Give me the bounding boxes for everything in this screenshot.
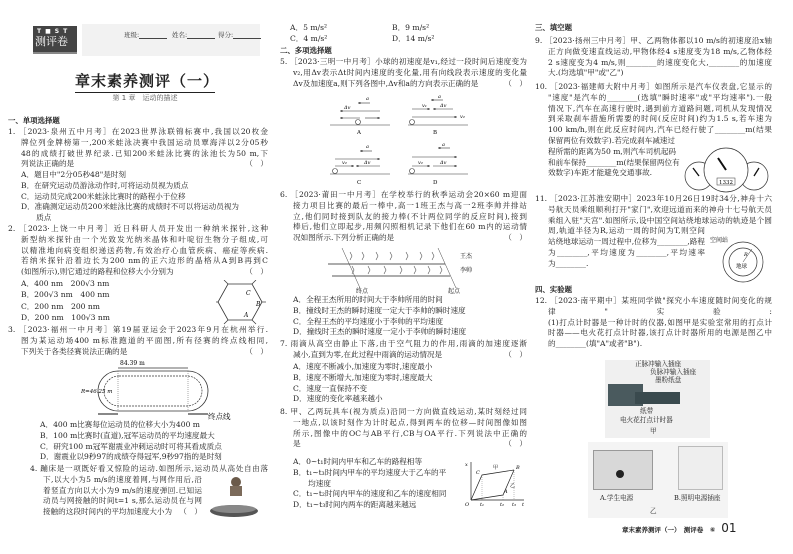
point-c-label: C (246, 290, 251, 297)
text-line: 正方向做变速直线运动,甲物体经4 s速度变为18 m/s,乙物体经 (548, 46, 772, 56)
text-line: 动员与网接触的时间t=1 s,那么运动员在与网 (43, 496, 202, 506)
text-line: 到采取刹车措施所需要的时间(反应时间)约为1.5 s,若车速为 (548, 114, 772, 124)
option-line[interactable]: 均速度 (293, 478, 331, 488)
text-line: "速度"是汽车的________(选填"瞬时速率"或"平均速率").一般 (548, 92, 772, 102)
point-b-label: B (256, 301, 261, 308)
option-line[interactable]: C．研究100 m冠军谢震业冲刺运动时可将其看成质点 (40, 441, 222, 451)
positive-socket-label: 正脉冲输入插座 (635, 360, 682, 368)
runner-marks (350, 252, 442, 274)
text-line: 时器——电火花打点计时器,该打点计时器所用的电源是图乙中 (548, 328, 772, 338)
text-line: 和前车保持________m(结果保留两位有 (548, 157, 680, 167)
v2-label: v₂ (460, 114, 465, 120)
question-4-option-b[interactable]: B．9 m/s² (392, 23, 430, 32)
answer-bracket[interactable]: （ ） (245, 267, 268, 277)
start-label: 起点 (448, 288, 461, 294)
answer-bracket[interactable]: （ ） (504, 78, 527, 88)
text-line: 站绕地球运动一周过程中,位移为________,路程 (548, 237, 705, 247)
x-axis-label: x (465, 462, 468, 468)
dv-label: Δv (440, 160, 447, 166)
option-line[interactable]: B．速度不断增大,加速度为零时,速度最大 (293, 372, 433, 382)
question-1 (8, 127, 268, 170)
option-line[interactable]: D．撞线时王杰的瞬时速度一定小于李帅的瞬时速度 (293, 327, 467, 337)
option-line[interactable]: B．在研究运动员游泳动作时,可将运动员视为质点 (21, 180, 189, 190)
question-7-options[interactable] (293, 362, 523, 405)
option-line[interactable]: D．200 nm 100√3 nm (21, 313, 110, 323)
dv-label: Δv (364, 160, 371, 166)
student-power-label: A.学生电源 (600, 494, 634, 502)
space-station-orbit-figure (710, 236, 770, 284)
car-dashboard-figure (684, 146, 769, 194)
text-line: 列说法正确的是 （ ） (21, 159, 268, 169)
option-line[interactable]: A．题目中"2分05秒48"是时刻 (21, 170, 126, 179)
option-line[interactable]: D．t₁~t₃时间内两车的距离越来越远 (293, 500, 417, 510)
position-time-graph (464, 460, 527, 506)
v2-label: v₂ (418, 160, 423, 166)
text-line: 保留两位有效数字).若完成刹车减速过 (548, 135, 675, 145)
text-line: 号航天员乘组顺利打开"家门",欢迎远道而来的神舟十七号航天员 (548, 204, 772, 214)
question-4-option-a[interactable]: A．5 m/s² (290, 23, 328, 32)
figure-b-label: B (433, 130, 438, 136)
hexagon-figure (216, 280, 266, 325)
text-line: 下列关于各类径赛说法正确的是 （ ） (21, 346, 268, 356)
name-label: 姓名: (172, 31, 188, 39)
page-number: 01 (721, 521, 737, 535)
text-line: 图为某运动场400 m标准跑道的平面图,所有径赛的终点线相同, (21, 335, 268, 345)
figure-c-label: C (357, 180, 362, 186)
paper-tape-label: 纸带 (640, 407, 654, 415)
figure-d-label: D (433, 180, 438, 186)
text-line: 棒后,他们立即起步,用频闪照相机记录下他们在60 m内的运动情 (293, 222, 527, 232)
option-line[interactable]: 质点 (21, 213, 52, 223)
option-line[interactable]: C．t₁~t₂时间内甲车的速度和乙车的速度相同 (293, 489, 447, 499)
text-line: 为________,平均速度为________,平均速率 (548, 247, 705, 257)
odometer-reading: 1332 (719, 180, 733, 186)
option-line[interactable]: B．100 m比赛时(直道),冠军运动员的平均速度最大 (40, 430, 215, 440)
running-track-figure (78, 358, 238, 420)
text-line: v₂,用Δv表示Δt时间内速度的变化量,用有向线段表示速度的变化量 (293, 67, 527, 77)
question-4-option-c[interactable]: C．4 m/s² (290, 34, 328, 43)
option-line[interactable]: D．速度的变化率越来越小 (293, 394, 383, 404)
text-line: 新型纳米探针由一个光致发光纳米晶体和叶啶衍生物分子组成,可 (21, 234, 268, 244)
text-line: 牌位列金牌榜第一,200米蛙泳决赛中我国运动员覃海洋以2分05秒 (21, 137, 268, 147)
t3-label: t₃ (512, 502, 517, 506)
text-line: 8. 甲、乙两玩具车(视为质点)沿同一方向做直线运动,某时刻经过同 (280, 407, 527, 416)
text-line: 接触的这段时间内的平均加速度大小为 （ ） (43, 507, 202, 517)
text-line: 效数字)车距才能避免交通事故. (548, 168, 653, 178)
accel-label: a (366, 96, 369, 102)
option-line[interactable]: C．速度一直保持不变 (293, 383, 368, 393)
question-2-options[interactable] (21, 278, 181, 324)
text-line: 程所需的距离为50 m,则汽车司机起码 (548, 146, 677, 156)
text-line: 着竖直方向以大小为9 m/s的速度弹回.已知运 (43, 485, 202, 495)
t1-label: t₁ (480, 502, 485, 506)
finish-label: 终点 (356, 288, 369, 294)
text-line: 以精准地向病变组织递送药物,有效治疗心血管疾病、癌症等疾病. (21, 245, 268, 255)
accel-label: a (438, 94, 441, 100)
option-line[interactable]: B．撞线时王杰的瞬时速度一定大于李帅的瞬时速度 (293, 305, 466, 315)
t-axis-label: t (522, 502, 525, 506)
text-line: 况如图所示.下列分析正确的是 （ ） (293, 233, 527, 243)
figure-yi-label: 乙 (650, 507, 657, 515)
track-length-label: 84.39 m (120, 360, 145, 367)
option-line[interactable]: B．t₁~t₃时间内甲车的平均速度大于乙车的平 (293, 467, 447, 477)
option-line[interactable]: D．准确测定运动员200米蛙泳比赛的成绩时不可以将运动员视为 (21, 202, 240, 212)
text-line: 情况下,汽车在高速行驶时,遇到前方道路问题,司机从发现情况 (548, 103, 772, 113)
negative-socket-label: 负脉冲输入插座 (650, 368, 697, 376)
lishuai-label: 李帅 (460, 267, 473, 274)
text-line: (如图所示),则它通过的路程和位移大小分别为 （ ） (21, 267, 268, 277)
question-3 (8, 325, 268, 357)
text-line: 12. ［2023·南平期中］某班同学做"探究小车速度随时间变化的规 (535, 296, 772, 305)
class-field[interactable] (124, 30, 167, 39)
point-a-label: A (244, 312, 249, 319)
radius-label: R (744, 252, 748, 258)
text-line: 立,他们同时接到队友的接力棒(不计两位同学的反应时间),接到 (293, 211, 527, 221)
origin-label: O (465, 502, 470, 506)
question-4-option-d[interactable]: D．14 m/s² (392, 34, 435, 43)
trampoline-image (208, 474, 260, 520)
option-line[interactable]: B．200√3 nm 400 nm (21, 290, 110, 300)
text-line: 3. ［2023·福州一中月考］第19届亚运会于2023年9月在杭州举行. (8, 325, 268, 334)
logo-top-text: T■ST (37, 28, 72, 35)
velocity-vector-diagrams (330, 92, 505, 187)
answer-bracket[interactable]: （ ） (179, 507, 202, 517)
score-label: 得分: (218, 31, 234, 39)
text-line: (1)打点计时器是一种计时的仪器,如图甲是实验室常用的打点计 (548, 317, 772, 327)
text-line: 是 （ ） (293, 439, 527, 449)
section-fill-blank: 三、填空题 (535, 23, 572, 32)
text-line: 48的成绩打破世界纪录.已知200米蛙泳比赛的泳池长为50 m,下 (21, 148, 268, 158)
power-sources-photo (588, 442, 728, 518)
text-line: 100 km/h,则在此反应时间内,汽车已经行驶了________m(结果 (548, 125, 772, 135)
text-line: 为________. (548, 258, 589, 268)
page-title: 章末素养测评（一） (75, 70, 215, 93)
finish-line-label: 终点线 (208, 412, 231, 420)
v1-label: v₁ (422, 103, 427, 109)
footer-text: 章末素养测评（一） 测评卷 ⑥ (622, 526, 716, 534)
text-line: 1. ［2023·泉州五中月考］在2023世界泳联锦标赛中,我国以20枚金 (8, 127, 268, 136)
option-line[interactable]: C．全程王杰的平均速度小于李帅的平均速度 (293, 316, 444, 326)
text-line: 大.(均选填"甲"或"乙") (548, 68, 624, 78)
text-line: 4. 蹦床是一项既好看又惊险的运动.如图所示,运动员从高处自由落 (30, 464, 268, 473)
text-line: 5. ［2023·三明一中月考］小球的初速度是v₁,经过一段时间后速度变为 (280, 57, 527, 66)
question-6-options[interactable] (293, 295, 523, 338)
spark-timer-label: 电火花打点计时器 (620, 416, 673, 424)
question-1-options[interactable] (21, 170, 268, 224)
option-line[interactable]: A．速度不断减小,加速度为零时,速度最小 (293, 362, 433, 371)
name-field[interactable] (172, 30, 215, 39)
radius-label: R=46.25 m (81, 389, 113, 395)
car-jia-label: 甲 (493, 465, 499, 471)
text-line: 7. 雨滴从高空由静止下落,由于空气阻力的作用,雨滴的加速度逐渐 (280, 339, 527, 348)
header-bar (82, 24, 260, 56)
text-line: 减小,直到为零,在此过程中雨滴的运动情况是 （ ） (293, 349, 527, 359)
question-8-options[interactable] (293, 457, 458, 511)
question-5 (280, 57, 527, 89)
point-b-label: B (516, 465, 520, 471)
text-line: 的________(填"A"或者"B"). (548, 339, 643, 349)
option-line[interactable]: D．谢震业以9秒97的成绩夺得冠军,9秒97指的是时刻 (40, 452, 222, 462)
earth-label: 地球 (736, 264, 748, 270)
text-line: 一地点,以该时刻作为计时起点,得到两车的位移—时间图像如图 (293, 417, 527, 427)
accel-label: a (442, 142, 445, 148)
figure-jia-label: 甲 (650, 427, 657, 435)
text-line: 周,轨道半径为R,运动一周的时间为T,则空间 (548, 226, 705, 236)
dv-label: Δv (344, 105, 351, 111)
logo-bottom-text: 测评卷 (35, 35, 68, 48)
answer-bracket[interactable]: （ ） (504, 349, 527, 359)
text-line: 11. ［2023·江苏淮安期中］2023年10月26日19时34分,神舟十六 (535, 194, 772, 203)
text-line: 乘组入驻"天宫".如图所示,设中国空间站绕地球运动的轨迹是个圆 (548, 215, 772, 225)
t2-label: t₂ (500, 502, 505, 506)
answer-bracket[interactable]: （ ） (245, 159, 268, 169)
answer-bracket[interactable]: （ ） (504, 439, 527, 449)
ink-disc-label: 墨粉纸盘 (655, 376, 682, 384)
text-line: 接力项目比赛的最后一棒中,高一1班王杰与高一2班李帅并排站 (293, 200, 527, 210)
question-12 (535, 296, 772, 350)
section-experiment: 四、实验题 (535, 285, 572, 294)
text-line: 律"实验: (548, 306, 772, 316)
section-multiple-choice: 二、多项选择题 (280, 46, 332, 55)
text-line: 若纳米探针沿着边长为200 nm的正六边形的晶格从A到B再到C (21, 256, 268, 266)
text-line: 6. ［2023·莆田一中月考］在学校举行的秋季运动会20×60 m迎面 (280, 190, 527, 199)
test-logo (33, 26, 77, 54)
question-8 (280, 407, 527, 450)
page-footer (622, 521, 737, 535)
figure-a-label: A (357, 130, 361, 136)
v2-label: v₂ (342, 160, 347, 166)
question-3-options[interactable] (40, 420, 268, 463)
dv-label: Δv (440, 103, 447, 109)
text-line: 9. ［2023·扬州三中月考］甲、乙两物体都以10 m/s的初速度沿x轴 (535, 36, 772, 45)
text-line: 下,以大小为5 m/s的速度着网,与网作用后,沿 (43, 474, 202, 484)
accel-label: a (366, 144, 369, 150)
point-a-label: A (504, 489, 508, 495)
point-c-label: C (476, 470, 480, 476)
question-2 (8, 224, 268, 278)
relay-race-figure (320, 246, 485, 294)
wangjie-label: 王杰 (460, 253, 473, 260)
text-line: 2. ［2023·上饶一中月考］近日科研人员开发出一种纳米探针,这种 (8, 224, 268, 233)
option-line[interactable]: A．400 nm 200√3 nm (21, 279, 110, 288)
option-line[interactable]: C．200 nm 200 nm (21, 301, 100, 311)
text-line: 2 s速度变为4 m/s,则________的速度变化大,________的加速度 (548, 57, 772, 67)
question-9 (535, 36, 772, 79)
spark-timer-photo (605, 360, 710, 438)
answer-bracket[interactable]: （ ） (245, 346, 268, 356)
question-6 (280, 190, 527, 244)
text-line: 10. ［2023·福建师大附中月考］如图所示是汽车仪表盘,它显示的 (535, 82, 772, 91)
space-station-label: 空间站 (710, 237, 729, 244)
option-line[interactable]: A．400 m比赛每位运动员的位移大小为400 m (40, 420, 201, 429)
question-7 (280, 339, 527, 361)
answer-bracket[interactable]: （ ） (504, 233, 527, 243)
socket-label: B.照明电源插座 (674, 494, 721, 502)
score-field[interactable] (218, 30, 261, 39)
section-single-choice: 一、单项选择题 (8, 116, 60, 125)
option-line[interactable]: C．运动员完成200米蛙泳比赛时的路程小于位移 (21, 191, 186, 201)
text-line: 所示,图像中的OC与AB平行,CB与OA平行.下列说法中正确的 (293, 428, 527, 438)
option-line[interactable]: A．全程王杰所用的时间大于李帅所用的时间 (293, 295, 443, 304)
car-yi-label: 乙 (510, 483, 516, 489)
text-line: Δv及加速度a,则下列各图中,Δv和a的方向表示正确的是 （ ） (293, 78, 527, 88)
option-line[interactable]: A．0~t₁时间内甲车和乙车的路程相等 (293, 457, 423, 466)
page-subtitle: 第 1 章 运动的描述 (112, 94, 178, 102)
class-label: 班级: (124, 31, 140, 39)
